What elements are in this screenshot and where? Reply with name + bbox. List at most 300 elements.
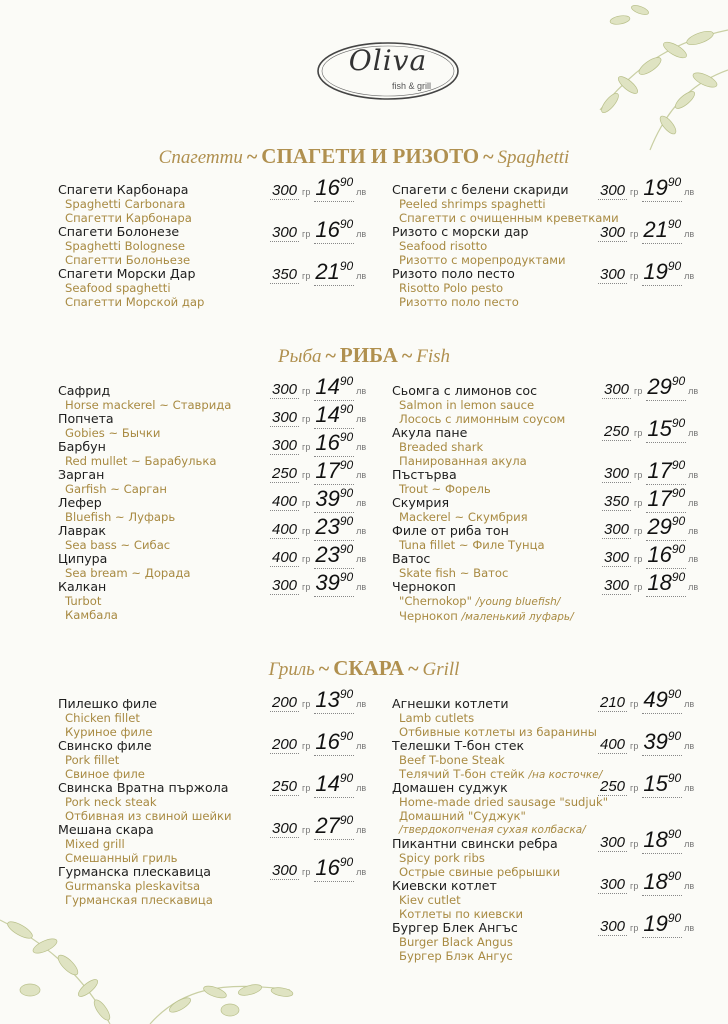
dish-price	[314, 542, 354, 569]
price-stotinki: 90	[339, 771, 354, 785]
price-stotinki: 90	[339, 458, 354, 472]
dish-name: Ципура	[58, 551, 108, 566]
price-leva: 14	[315, 374, 340, 399]
weight-unit: гр	[302, 498, 311, 508]
weight-unit: гр	[634, 470, 643, 480]
price-leva: 16	[315, 217, 340, 242]
currency-unit: лв	[356, 699, 367, 709]
dish-price	[642, 729, 682, 756]
portion-weight: 250	[604, 423, 630, 440]
currency-unit: лв	[356, 554, 367, 564]
dish-name-en: Chicken fillet	[65, 711, 140, 725]
portion-weight: 250	[272, 465, 298, 482]
portion-weight: 200	[272, 694, 298, 711]
price-block	[270, 175, 366, 202]
dish-name-ru: Телячий Т-бон стейк	[399, 767, 525, 781]
price-stotinki: 90	[339, 217, 354, 231]
dish-name: Сьомга с лимонов сос	[392, 383, 538, 398]
currency-unit: лв	[684, 783, 695, 793]
price-stotinki: 90	[339, 729, 354, 743]
dish-name: Спагети с белени скариди	[392, 182, 569, 197]
dish-name-en: Sea bass ~ Сибас	[65, 538, 171, 552]
dish-name: Сафрид	[58, 383, 111, 398]
currency-unit: лв	[356, 386, 367, 396]
currency-unit: лв	[356, 825, 367, 835]
price-block	[270, 430, 366, 457]
dish-name: Ризото с морски дар	[392, 224, 529, 239]
portion-weight: 200	[272, 736, 298, 753]
weight-unit: гр	[634, 386, 643, 396]
weight-unit: гр	[634, 428, 643, 438]
portion-weight: 350	[272, 266, 298, 283]
dish-name-en: Red mullet ~ Барабулька	[65, 454, 217, 468]
dish-name: Домашен суджук	[392, 780, 508, 795]
currency-unit: лв	[356, 867, 367, 877]
price-stotinki: 90	[671, 374, 686, 388]
dish-name-en: Sea bream ~ Дорада	[65, 566, 191, 580]
price-stotinki: 90	[671, 570, 686, 584]
weight-unit: гр	[630, 783, 639, 793]
portion-weight: 300	[272, 577, 298, 594]
dish-name-ru: Спагетти Болоньезе	[65, 253, 191, 267]
dish-name-ru: Острые свиные ребрышки	[399, 865, 561, 879]
dish-translation-ru	[58, 295, 398, 309]
price-stotinki: 90	[339, 402, 354, 416]
dish-price	[642, 827, 682, 854]
dish-price	[314, 855, 354, 882]
price-leva: 18	[643, 869, 668, 894]
price-stotinki: 90	[339, 374, 354, 388]
weight-unit: гр	[634, 554, 643, 564]
price-block	[270, 259, 366, 286]
portion-weight: 400	[600, 736, 626, 753]
dish-price	[646, 374, 686, 401]
currency-unit: лв	[356, 498, 367, 508]
price-leva: 18	[643, 827, 668, 852]
dish-name-ru: Спагетти Карбонара	[65, 211, 192, 225]
dish-price	[314, 771, 354, 798]
price-leva: 16	[647, 542, 672, 567]
dish-name-en: Mackerel ~ Скумбрия	[399, 510, 528, 524]
dish-price	[314, 570, 354, 597]
price-block	[598, 259, 694, 286]
currency-unit: лв	[684, 923, 695, 933]
dish-translation-ru	[392, 949, 728, 963]
dish-price	[642, 911, 682, 938]
dish-name-en: Tuna fillet ~ Филе Тунца	[399, 538, 545, 552]
dish-translation-ru	[392, 295, 728, 309]
price-leva: 23	[315, 542, 340, 567]
price-leva: 21	[315, 259, 340, 284]
currency-unit: лв	[688, 470, 699, 480]
portion-weight: 300	[272, 862, 298, 879]
weight-unit: гр	[302, 442, 311, 452]
price-stotinki: 90	[667, 869, 682, 883]
section-title-separator: ~	[401, 345, 413, 367]
oliva-logo	[316, 40, 460, 102]
dish-name-en: Seafood risotto	[399, 239, 488, 253]
dish-name-en: Turbot	[65, 594, 102, 608]
currency-unit: лв	[356, 526, 367, 536]
dish-name-en: Home-made dried sausage "sudjuk"	[399, 795, 609, 809]
dish-name: Спагети Карбонара	[58, 182, 189, 197]
dish-name-en: "Chernokop"	[399, 594, 472, 608]
section-title-grill	[0, 656, 728, 681]
dish-name: Телешки Т-бон стек	[392, 738, 525, 753]
section-title-en: Fish	[416, 346, 451, 367]
dish-price	[642, 259, 682, 286]
weight-unit: гр	[302, 386, 311, 396]
weight-unit: гр	[302, 470, 311, 480]
dish-name: Агнешки котлети	[392, 696, 509, 711]
price-stotinki: 90	[339, 687, 354, 701]
price-stotinki: 90	[667, 259, 682, 273]
price-block	[598, 217, 694, 244]
currency-unit: лв	[356, 414, 367, 424]
price-leva: 39	[643, 729, 668, 754]
weight-unit: гр	[302, 414, 311, 424]
section-title-separator: ~	[318, 658, 330, 680]
price-block	[598, 869, 694, 896]
dish-price	[642, 175, 682, 202]
dish-name-en: Trout ~ Форель	[399, 482, 491, 496]
price-stotinki: 90	[339, 259, 354, 273]
section-title-bg: СПАГЕТИ И РИЗОТО	[261, 144, 480, 168]
dish-note-ru: /на косточке/	[528, 769, 603, 781]
dish-name: Спагети Морски Дар	[58, 266, 196, 281]
dish-price	[314, 458, 354, 485]
section-title-separator: ~	[246, 146, 258, 168]
price-leva: 13	[315, 687, 340, 712]
price-stotinki: 90	[671, 416, 686, 430]
dish-name: Лефер	[58, 495, 102, 510]
dish-name: Мешана скара	[58, 822, 154, 837]
currency-unit: лв	[688, 526, 699, 536]
price-block	[602, 416, 698, 443]
price-leva: 16	[315, 855, 340, 880]
currency-unit: лв	[684, 881, 695, 891]
price-leva: 17	[647, 458, 672, 483]
currency-unit: лв	[688, 582, 699, 592]
price-block	[270, 542, 366, 569]
price-block	[598, 911, 694, 938]
dish-name: Свинско филе	[58, 738, 152, 753]
dish-name: Бургер Блек Ангъс	[392, 920, 518, 935]
price-block	[598, 175, 694, 202]
dish-name-en: Garfish ~ Сарган	[65, 482, 167, 496]
price-leva: 18	[647, 570, 672, 595]
price-stotinki: 90	[339, 430, 354, 444]
dish-price	[646, 570, 686, 597]
dish-price	[646, 416, 686, 443]
price-leva: 15	[643, 771, 668, 796]
dish-name-ru: Свиное филе	[65, 767, 145, 781]
weight-unit: гр	[634, 582, 643, 592]
dish-name: Спагети Болонезе	[58, 224, 180, 239]
price-block	[270, 217, 366, 244]
portion-weight: 300	[272, 381, 298, 398]
dish-price	[314, 486, 354, 513]
weight-unit: гр	[302, 271, 311, 281]
currency-unit: лв	[684, 187, 695, 197]
price-leva: 39	[315, 570, 340, 595]
dish-name: Скумрия	[392, 495, 450, 510]
portion-weight: 210	[600, 694, 626, 711]
price-leva: 21	[643, 217, 668, 242]
dish-name-ru: Отбивные котлеты из баранины	[399, 725, 597, 739]
section-title-separator: ~	[483, 146, 494, 168]
portion-weight: 250	[600, 778, 626, 795]
weight-unit: гр	[302, 526, 311, 536]
weight-unit: гр	[302, 783, 311, 793]
dish-name: Ризото поло песто	[392, 266, 515, 281]
dish-price	[646, 514, 686, 541]
dish-name-en: Pork fillet	[65, 753, 120, 767]
price-stotinki: 90	[339, 570, 354, 584]
price-block	[598, 827, 694, 854]
price-block	[598, 687, 694, 714]
dish-name-ru: Бургер Блэк Ангус	[399, 949, 513, 963]
currency-unit: лв	[684, 271, 695, 281]
price-stotinki: 90	[671, 486, 686, 500]
price-block	[602, 374, 698, 401]
dish-name: Филе от риба тон	[392, 523, 509, 538]
section-title-fish	[0, 343, 728, 368]
dish-name: Киевски котлет	[392, 878, 497, 893]
price-leva: 27	[315, 813, 340, 838]
portion-weight: 300	[272, 437, 298, 454]
dish-name-ru: Ризотто с морепродуктами	[399, 253, 566, 267]
weight-unit: гр	[634, 498, 643, 508]
dish-price	[314, 514, 354, 541]
currency-unit: лв	[356, 229, 367, 239]
price-stotinki: 90	[671, 514, 686, 528]
weight-unit: гр	[302, 699, 311, 709]
dish-name-en: Gurmanska pleskavitsa	[65, 879, 201, 893]
weight-unit: гр	[302, 741, 311, 751]
dish-name-ru: Смешанный гриль	[65, 851, 178, 865]
price-leva: 16	[315, 175, 340, 200]
dish-price	[642, 869, 682, 896]
portion-weight: 300	[600, 266, 626, 283]
price-leva: 15	[647, 416, 672, 441]
logo-name: Oliva	[348, 44, 428, 77]
price-leva: 14	[315, 771, 340, 796]
price-block	[270, 813, 366, 840]
dish-name-en: Horse mackerel ~ Ставрида	[65, 398, 232, 412]
portion-weight: 300	[600, 224, 626, 241]
portion-weight: 300	[604, 521, 630, 538]
price-leva: 29	[647, 514, 672, 539]
dish-translation-ru	[392, 809, 728, 823]
portion-weight: 300	[272, 820, 298, 837]
price-stotinki: 90	[671, 542, 686, 556]
price-stotinki: 90	[339, 542, 354, 556]
portion-weight: 300	[272, 182, 298, 199]
portion-weight: 300	[604, 549, 630, 566]
dish-name-en: Burger Black Angus	[399, 935, 513, 949]
dish-name: Барбун	[58, 439, 106, 454]
dish-name-en: Breaded shark	[399, 440, 484, 454]
price-block	[602, 486, 698, 513]
price-stotinki: 90	[339, 486, 354, 500]
dish-translation-ru	[58, 893, 398, 907]
price-block	[270, 402, 366, 429]
dish-name-ru: Ризотто поло песто	[399, 295, 519, 309]
dish-name: Лаврак	[58, 523, 106, 538]
dish-name-en: Skate fish ~ Ватос	[399, 566, 509, 580]
weight-unit: гр	[630, 839, 639, 849]
price-leva: 17	[647, 486, 672, 511]
currency-unit: лв	[688, 498, 699, 508]
price-block	[602, 570, 698, 597]
price-stotinki: 90	[339, 813, 354, 827]
dish-price	[642, 687, 682, 714]
section-title-bg: РИБА	[339, 343, 398, 367]
price-block	[602, 458, 698, 485]
dish-name-en: Kiev cutlet	[399, 893, 461, 907]
weight-unit: гр	[630, 881, 639, 891]
price-leva: 16	[315, 430, 340, 455]
weight-unit: гр	[634, 526, 643, 536]
price-leva: 19	[643, 911, 668, 936]
currency-unit: лв	[356, 271, 367, 281]
dish-name-en: Seafood spaghetti	[65, 281, 171, 295]
dish-name: Свинска Вратна пържола	[58, 780, 229, 795]
price-stotinki: 90	[339, 175, 354, 189]
dish-name-ru: Панированная акула	[399, 454, 527, 468]
dish-name-en: Bluefish ~ Луфарь	[65, 510, 176, 524]
portion-weight: 400	[272, 521, 298, 538]
price-leva: 17	[315, 458, 340, 483]
currency-unit: лв	[356, 470, 367, 480]
section-title-ru: Гриль	[268, 659, 315, 680]
currency-unit: лв	[356, 741, 367, 751]
weight-unit: гр	[302, 554, 311, 564]
weight-unit: гр	[630, 229, 639, 239]
weight-unit: гр	[630, 699, 639, 709]
price-leva: 29	[647, 374, 672, 399]
currency-unit: лв	[356, 582, 367, 592]
dish-note-ru: /маленький луфарь/	[461, 611, 574, 623]
dish-price	[642, 771, 682, 798]
price-block	[270, 486, 366, 513]
portion-weight: 300	[272, 409, 298, 426]
price-block	[270, 687, 366, 714]
dish-name: Пилешко филе	[58, 696, 158, 711]
currency-unit: лв	[684, 741, 695, 751]
price-leva: 14	[315, 402, 340, 427]
price-block	[598, 729, 694, 756]
price-stotinki: 90	[667, 217, 682, 231]
dish-name-ru: Чернокоп	[399, 609, 458, 623]
dish-name: Гурманска плескавица	[58, 864, 212, 879]
currency-unit: лв	[356, 187, 367, 197]
dish-description-ru: /твердокопченая сухая колбаска/	[399, 824, 586, 836]
dish-name-en: Spaghetti Bolognese	[65, 239, 186, 253]
portion-weight: 300	[600, 834, 626, 851]
price-leva: 19	[643, 175, 668, 200]
dish-name: Пикантни свински ребра	[392, 836, 558, 851]
section-title-separator: ~	[408, 658, 419, 680]
portion-weight: 400	[272, 549, 298, 566]
dish-price	[646, 458, 686, 485]
price-block	[270, 458, 366, 485]
weight-unit: гр	[302, 582, 311, 592]
price-block	[270, 771, 366, 798]
price-block	[270, 374, 366, 401]
price-stotinki: 90	[667, 175, 682, 189]
dish-name-en: Salmon in lemon sauce	[399, 398, 535, 412]
dish-price	[314, 813, 354, 840]
portion-weight: 300	[272, 224, 298, 241]
dish-name-ru: Отбивная из свиной шейки	[65, 809, 232, 823]
currency-unit: лв	[688, 554, 699, 564]
weight-unit: гр	[630, 271, 639, 281]
price-stotinki: 90	[667, 729, 682, 743]
currency-unit: лв	[684, 839, 695, 849]
portion-weight: 350	[604, 493, 630, 510]
dish-name-en: Gobies ~ Бычки	[65, 426, 161, 440]
dish-price	[646, 486, 686, 513]
price-block	[270, 729, 366, 756]
section-title-en: Spaghetti	[497, 147, 570, 168]
section-title-ru: Рыба	[277, 346, 322, 367]
dish-translation-ru	[392, 609, 728, 624]
price-leva: 39	[315, 486, 340, 511]
price-leva: 19	[643, 259, 668, 284]
price-leva: 49	[643, 687, 668, 712]
price-leva: 23	[315, 514, 340, 539]
dish-name: Попчета	[58, 411, 114, 426]
portion-weight: 400	[272, 493, 298, 510]
dish-name-en: Beef T-bone Steak	[399, 753, 505, 767]
dish-translation-ru	[58, 608, 398, 622]
dish-price	[314, 729, 354, 756]
price-block	[602, 542, 698, 569]
price-block	[270, 855, 366, 882]
dish-price	[314, 687, 354, 714]
currency-unit: лв	[688, 386, 699, 396]
price-stotinki: 90	[671, 458, 686, 472]
dish-name-en: Peeled shrimps spaghetti	[399, 197, 546, 211]
portion-weight: 300	[604, 577, 630, 594]
dish-note-en: /young bluefish/	[475, 596, 561, 608]
section-title-bg: СКАРА	[333, 656, 405, 680]
weight-unit: гр	[302, 229, 311, 239]
weight-unit: гр	[630, 741, 639, 751]
dish-price	[646, 542, 686, 569]
dish-name: Чернокоп	[392, 579, 456, 594]
price-block	[270, 514, 366, 541]
weight-unit: гр	[630, 187, 639, 197]
currency-unit: лв	[356, 442, 367, 452]
price-stotinki: 90	[667, 827, 682, 841]
dish-name-ru: Спагетти с очищенным креветками	[399, 211, 619, 225]
dish-price	[314, 259, 354, 286]
dish-name-en: Lamb cutlets	[399, 711, 475, 725]
section-title-separator: ~	[325, 345, 336, 367]
portion-weight: 300	[600, 876, 626, 893]
dish-price	[314, 217, 354, 244]
dish-name-en: Pork neck steak	[65, 795, 157, 809]
price-block	[598, 771, 694, 798]
currency-unit: лв	[684, 699, 695, 709]
price-block	[602, 514, 698, 541]
price-stotinki: 90	[667, 771, 682, 785]
section-title-ru: Спагетти	[158, 147, 243, 168]
dish-name-ru: Котлеты по киевски	[399, 907, 523, 921]
